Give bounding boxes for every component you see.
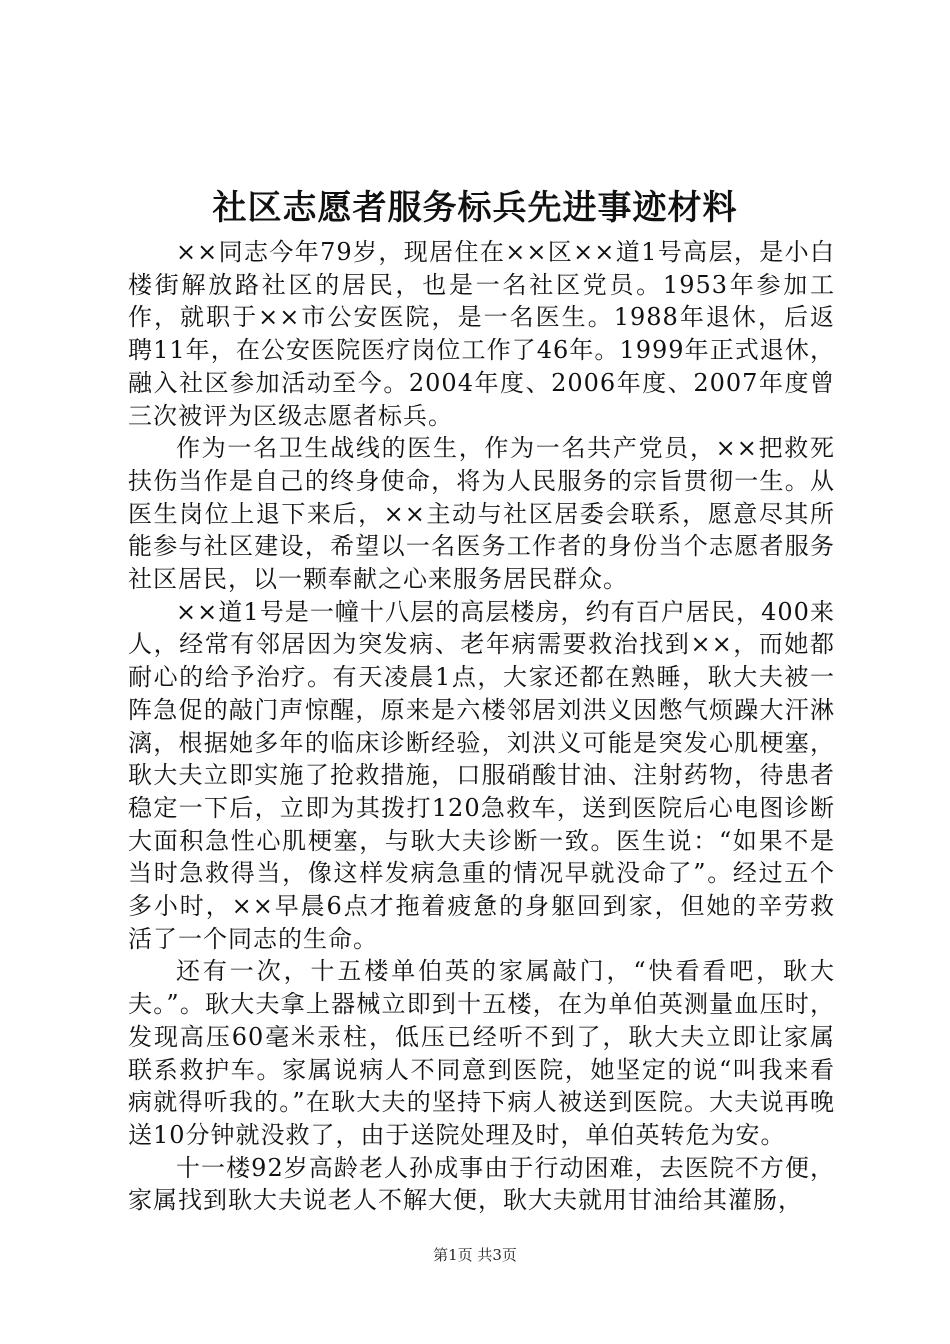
page-footer: 第1页 共3页 <box>433 1246 517 1264</box>
paragraph: ××同志今年79岁，现居住在××区××道1号高层，是小白楼街解放路社区的居民，也是一名社区党员。1953年参加工作，就职于××市公安医院，是一名医生。1988年退休，后返聘11年，在公安医院医疗岗位工作了46年。1999年正式退休，融入社区参加活动至今。2004年度、2006年度、2007年度曾三次被评为区级志愿者标兵。 <box>128 238 835 430</box>
document-body <box>128 236 835 1217</box>
document-title: 社区志愿者服务标兵先进事迹材料 <box>212 188 738 228</box>
paragraph: ××道1号是一幢十八层的高层楼房，约有百户居民，400来人，经常有邻居因为突发病、老年病需要救治找到××，而她都耐心的给予治疗。有天凌晨1点，大家还都在熟睡，耿大夫被一阵急促的敲门声惊醒，原来是六楼邻居刘洪义因憋气烦躁大汗淋漓，根据她多年的临床诊断经验，刘洪义可能是突发心肌梗塞，耿大夫立即实施了抢救措施，口服硝酸甘油、注射药物，待患者稳定一下后，立即为其拨打120急救车，送到医院后心电图诊断大面积急性心肌梗塞，与耿大夫诊断一致。医生说：“如果不是当时急救得当，像这样发病急重的情况早就没命了”。经过五个多小时，××早晨6点才拖着疲惫的身躯回到家，但她的辛劳救活了一个同志的生命。 <box>128 597 835 953</box>
paragraph: 十一楼92岁高龄老人孙成事由于行动困难，去医院不方便，家属找到耿大夫说老人不解大便，耿大夫就用甘油给其灌肠， <box>128 1153 835 1215</box>
paragraph: 还有一次，十五楼单伯英的家属敲门，“快看看吧，耿大夫。”。耿大夫拿上器械立即到十五楼，在为单伯英测量血压时，发现高压60毫米汞柱，低压已经听不到了，耿大夫立即让家属联系救护车。家属说病人不同意到医院，她坚定的说“叫我来看病就得听我的。”在耿大夫的坚持下病人被送到医院。大夫说再晚送10分钟就没救了，由于送院处理及时，单伯英转危为安。 <box>128 957 835 1149</box>
paragraph: 作为一名卫生战线的医生，作为一名共产党员，××把救死扶伤当作是自己的终身使命，将为人民服务的宗旨贯彻一生。从医生岗位上退下来后，××主动与社区居委会联系，愿意尽其所能参与社区建设，希望以一名医务工作者的身份当个志愿者服务社区居民，以一颗奉献之心来服务居民群众。 <box>128 434 835 594</box>
